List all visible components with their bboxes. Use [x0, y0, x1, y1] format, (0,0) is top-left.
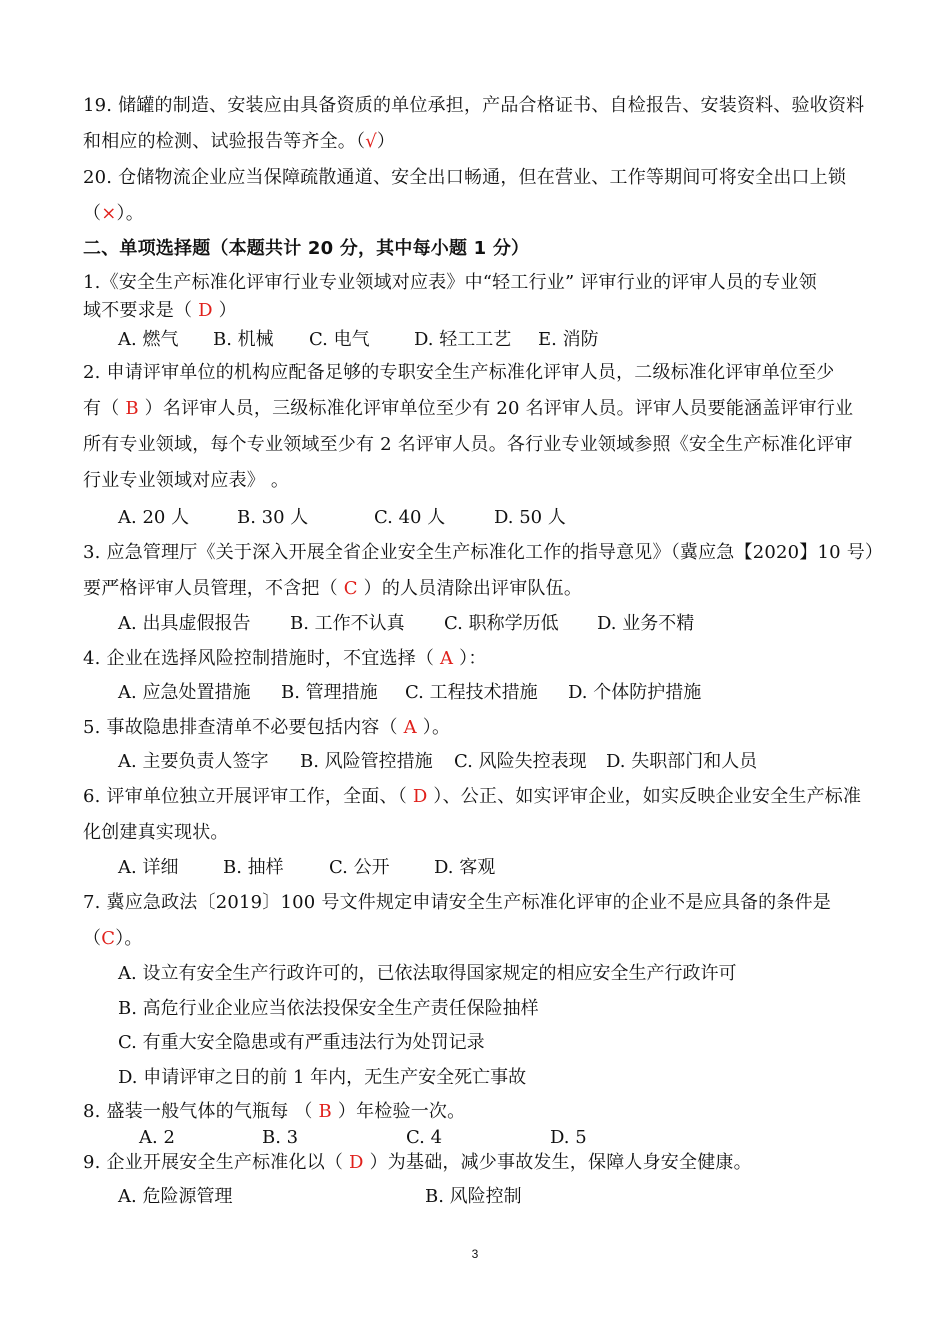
mc-q1-line2: 域不要求是（ D ）: [83, 300, 237, 321]
mc-q2-answer: B: [125, 398, 139, 419]
mc-q1-option: B. 机械: [213, 329, 274, 350]
mc-q3-line1: 3. 应急管理厅《关于深入开展全省企业安全生产标准化工作的指导意见》（冀应急【2020】10 号）: [83, 542, 884, 563]
mc-q4-option: C. 工程技术措施: [405, 682, 538, 703]
q20-answer: ×: [101, 203, 117, 224]
mc-q1-option: E. 消防: [538, 329, 599, 350]
q19-answer: √: [365, 131, 377, 152]
mc-q9-line1: 9. 企业开展安全生产标准化以（ D ）为基础，减少事故发生，保障人身安全健康。: [83, 1152, 752, 1173]
q19-line2: 和相应的检测、试验报告等齐全。（√）: [83, 131, 396, 152]
q20-line2: （×）。: [83, 203, 144, 224]
mc-q5-option: B. 风险管控措施: [300, 751, 433, 772]
mc-q4-option: D. 个体防护措施: [568, 682, 702, 703]
mc-q1-line1: 1.《安全生产标准化评审行业专业领域对应表》中“轻工行业” 评审行业的评审人员的专业领: [83, 272, 817, 293]
mc-q8-answer: B: [318, 1101, 332, 1122]
mc-q9-answer: D: [349, 1152, 364, 1173]
mc-q5-answer: A: [403, 717, 417, 738]
mc-q7-line1: 7. 冀应急政法〔2019〕100 号文件规定申请安全生产标准化评审的企业不是应具备的条件是: [83, 892, 831, 913]
q20-line1: 20. 仓储物流企业应当保障疏散通道、安全出口畅通，但在营业、工作等期间可将安全出口上锁: [83, 167, 847, 188]
mc-q2-option: D. 50 人: [494, 507, 566, 528]
mc-q1-answer: D: [198, 300, 213, 321]
mc-q5-option: D. 失职部门和人员: [606, 751, 758, 772]
mc-q7-option: D. 申请评审之日的前 1 年内，无生产安全死亡事故: [118, 1067, 527, 1088]
mc-q3-answer: C: [343, 578, 358, 599]
mc-q6-option: C. 公开: [329, 857, 390, 878]
mc-q6-option: A. 详细: [118, 857, 179, 878]
mc-q7-answer: C: [101, 928, 116, 949]
mc-q4-option: B. 管理措施: [281, 682, 378, 703]
mc-q2-line4: 行业专业领域对应表》 。: [83, 470, 290, 491]
mc-q7-line2: （C）。: [83, 928, 143, 949]
mc-q6-line1: 6. 评审单位独立开展评审工作，全面、（ D ）、公正、如实评审企业，如实反映企业安全生产标准: [83, 786, 862, 807]
mc-q5-line1: 5. 事故隐患排查清单不必要包括内容（ A ）。: [83, 717, 451, 738]
mc-q2-line1: 2. 申请评审单位的机构应配备足够的专职安全生产标准化评审人员，二级标准化评审单位至少: [83, 362, 835, 383]
mc-q1-option: A. 燃气: [118, 329, 179, 350]
mc-q8-option: D. 5: [550, 1127, 587, 1148]
mc-q1-option: D. 轻工工艺: [414, 329, 512, 350]
mc-q2-option: B. 30 人: [237, 507, 309, 528]
mc-q6-option: B. 抽样: [223, 857, 284, 878]
mc-q4-answer: A: [440, 648, 454, 669]
page-number: 3: [471, 1247, 479, 1261]
mc-q4-line1: 4. 企业在选择风险控制措施时，不宜选择（ A ）：: [83, 648, 487, 669]
mc-q2-option: C. 40 人: [374, 507, 446, 528]
mc-q5-option: A. 主要负责人签字: [118, 751, 269, 772]
mc-q9-option: B. 风险控制: [425, 1186, 522, 1207]
mc-q7-option: A. 设立有安全生产行政许可的，已依法取得国家规定的相应安全生产行政许可: [118, 963, 737, 984]
mc-q1-option: C. 电气: [309, 329, 370, 350]
mc-q8-line1: 8. 盛装一般气体的气瓶每 （ B ）年检验一次。: [83, 1101, 466, 1122]
mc-q2-option: A. 20 人: [118, 507, 190, 528]
mc-q2-line2: 有（ B ）名评审人员，三级标准化评审单位至少有 20 名评审人员。评审人员要能涵盖评审行业: [83, 398, 854, 419]
section-title: 二、单项选择题（本题共计 20 分，其中每小题 1 分）: [83, 238, 530, 259]
mc-q5-option: C. 风险失控表现: [454, 751, 587, 772]
mc-q2-line3: 所有专业领域，每个专业领域至少有 2 名评审人员。各行业专业领域参照《安全生产标准化评审: [83, 434, 853, 455]
mc-q3-option: C. 职称学历低: [444, 613, 559, 634]
mc-q6-answer: D: [412, 786, 428, 807]
mc-q7-option: C. 有重大安全隐患或有严重违法行为处罚记录: [118, 1032, 485, 1053]
mc-q3-option: D. 业务不精: [597, 613, 695, 634]
mc-q6-line2: 化创建真实现状。: [83, 822, 229, 843]
mc-q4-option: A. 应急处置措施: [118, 682, 251, 703]
mc-q3-line2: 要严格评审人员管理，不含把（ C ）的人员清除出评审队伍。: [83, 578, 583, 599]
q19-line1: 19. 储罐的制造、安装应由具备资质的单位承担，产品合格证书、自检报告、安装资料、验收资料: [83, 95, 865, 116]
mc-q3-option: B. 工作不认真: [290, 613, 405, 634]
mc-q6-option: D. 客观: [434, 857, 496, 878]
mc-q3-option: A. 出具虚假报告: [118, 613, 251, 634]
mc-q8-option: B. 3: [262, 1127, 299, 1148]
mc-q9-option: A. 危险源管理: [118, 1186, 233, 1207]
mc-q7-option: B. 高危行业企业应当依法投保安全生产责任保险抽样: [118, 998, 539, 1019]
mc-q8-option: A. 2: [139, 1127, 175, 1148]
mc-q8-option: C. 4: [406, 1127, 443, 1148]
